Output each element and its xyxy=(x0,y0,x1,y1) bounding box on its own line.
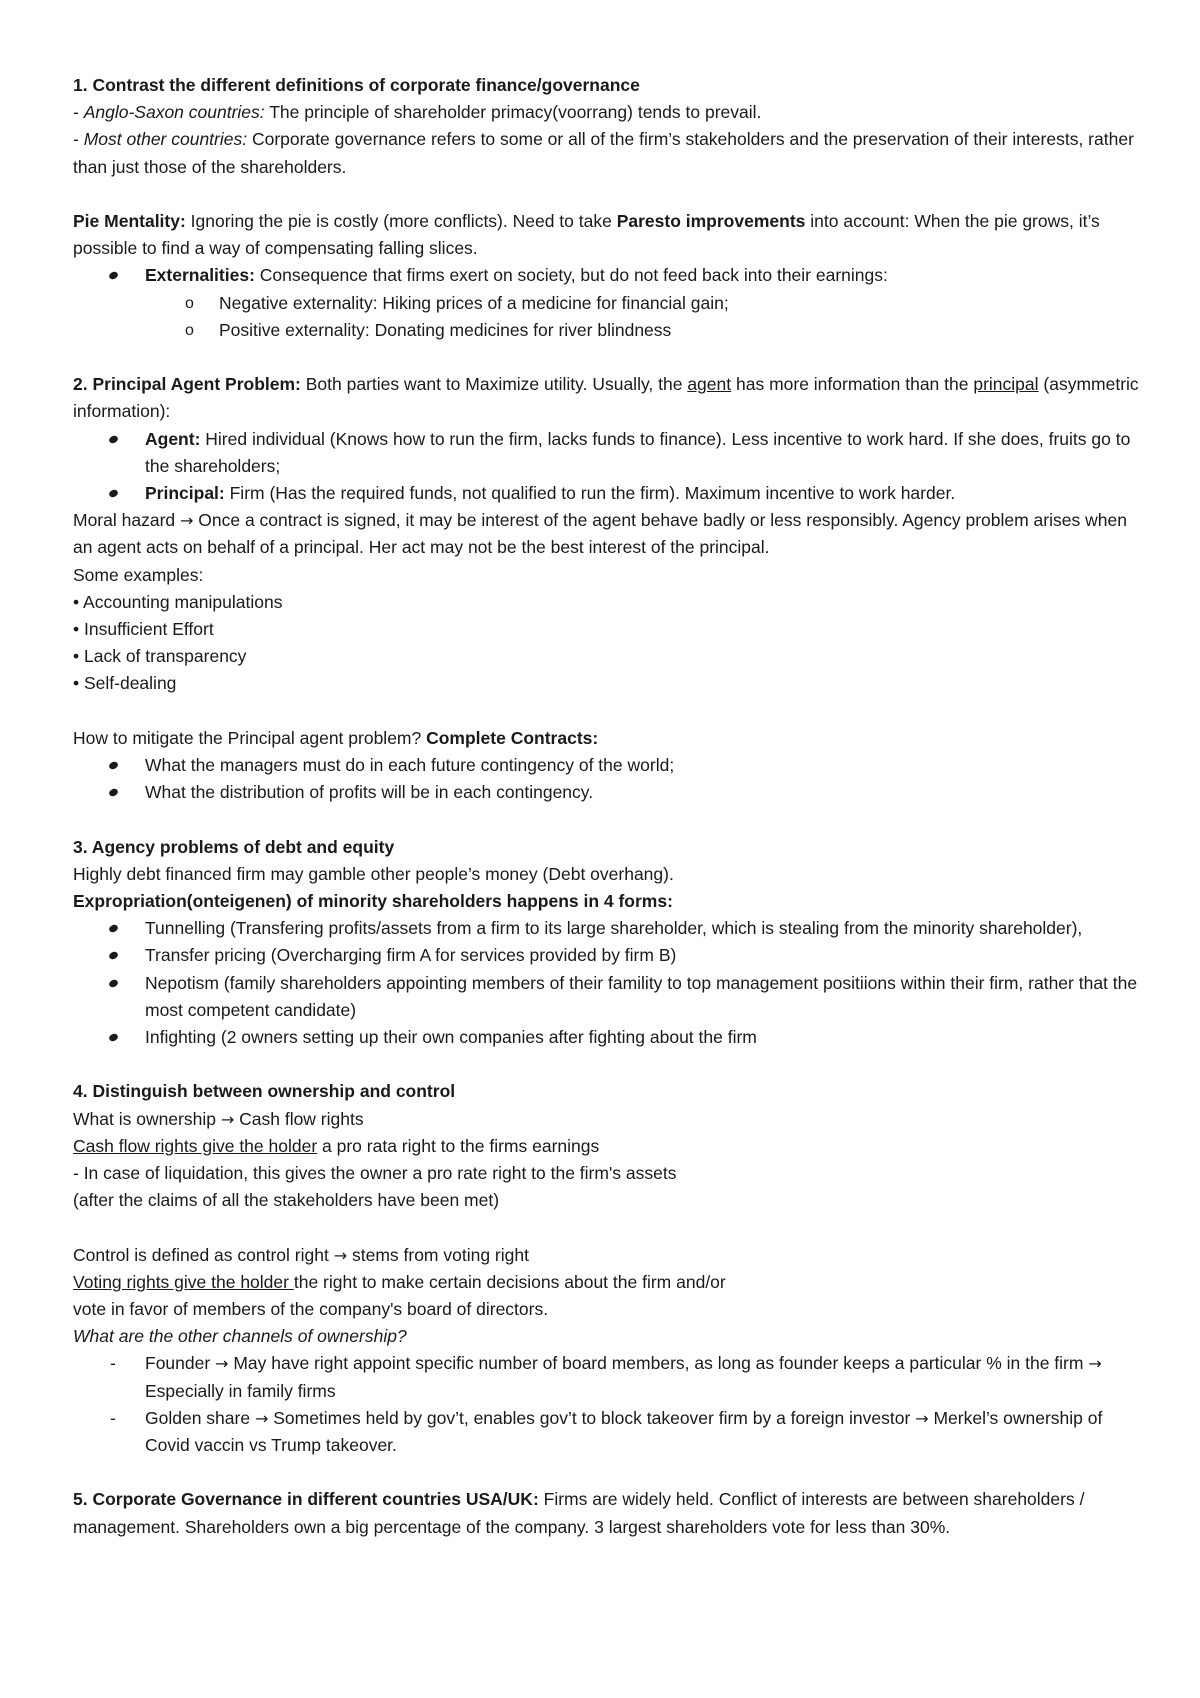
bullet-icon xyxy=(108,924,119,934)
list-item: Principal: Firm (Has the required funds, not qualified to run the firm). Maximum incentive to work harder. xyxy=(73,480,1140,507)
ownership-channels-list xyxy=(73,1350,1140,1459)
section-2-intro: 2. Principal Agent Problem: Both parties want to Maximize utility. Usually, the agent has more information than the principal (asymmetric information): xyxy=(73,374,1139,422)
bullet-icon xyxy=(108,1032,119,1042)
list-item: Infighting (2 owners setting up their own companies after fighting about the firm xyxy=(73,1024,1140,1051)
arrow-right-icon: → xyxy=(215,1354,229,1374)
bullet-icon xyxy=(108,951,119,961)
list-item: What the managers must do in each future contingency of the world; xyxy=(73,752,1140,779)
section-5-paragraph: 5. Corporate Governance in different countries USA/UK: Firms are widely held. Conflict of interests are between shareholders / management. Shareholders own a big percentage of the company. 3 largest shareholders vote for less than 30%. xyxy=(73,1489,1085,1537)
voting-rights-line: Voting rights give the holder the right to make certain decisions about the firm and/or xyxy=(73,1271,726,1292)
list-item: - Golden share → Sometimes held by gov’t, enables gov’t to block takeover firm by a foreign investor → Merkel’s ownership of Covid vaccin vs Trump takeover. xyxy=(110,1407,1103,1456)
arrow-right-icon: → xyxy=(1088,1354,1102,1374)
arrow-right-icon: → xyxy=(220,1109,235,1129)
liquidation-line: - In case of liquidation, this gives the owner a pro rate right to the firm's assets xyxy=(73,1163,677,1184)
list-item: • Accounting manipulations xyxy=(73,591,283,612)
list-item: • Insufficient Effort xyxy=(73,619,214,640)
expropriation-forms-list xyxy=(73,915,1140,1051)
ownership-line: What is ownership → Cash flow rights xyxy=(73,1108,364,1129)
list-item: Transfer pricing (Overcharging firm A for services provided by firm B) xyxy=(73,942,1140,969)
pie-mentality-paragraph: Pie Mentality: Ignoring the pie is costly (more conflicts). Need to take Paresto improvements into account: When the pie grows, it’s possible to find a way of compensating falling slices. xyxy=(73,211,1100,259)
agent-principal-list xyxy=(73,426,1140,508)
claims-line: (after the claims of all the stakeholders have been met) xyxy=(73,1190,500,1211)
bullet-icon xyxy=(108,488,119,498)
arrow-right-icon: → xyxy=(915,1408,929,1428)
list-item: o Negative externality: Hiking prices of a medicine for financial gain; xyxy=(185,292,729,313)
list-item: • Self-dealing xyxy=(73,673,177,694)
mitigate-question: How to mitigate the Principal agent problem? Complete Contracts: xyxy=(73,727,599,748)
arrow-right-icon: → xyxy=(254,1408,269,1428)
list-item: Tunnelling (Transfering profits/assets from a firm to its large shareholder, which is stealing from the minority shareholder), xyxy=(73,915,1140,942)
vote-line: vote in favor of members of the company's board of directors. xyxy=(73,1299,549,1320)
moral-hazard-paragraph: Moral hazard → Once a contract is signed, it may be interest of the agent behave badly or less responsibly. Agency problem arises when an agent acts on behalf of a principal. Her act may not be the best interest of the principal. xyxy=(73,510,1127,558)
examples-intro: Some examples: xyxy=(73,564,204,585)
cash-flow-line: Cash flow rights give the holder a pro rata right to the firms earnings xyxy=(73,1135,600,1156)
other-countries-line: - Most other countries: Corporate governance refers to some or all of the firm’s stakeholders and the preservation of their interests, rather than just those of the shareholders. xyxy=(73,129,1134,177)
expropriation-heading: Expropriation(onteigenen) of minority shareholders happens in 4 forms: xyxy=(73,891,673,912)
externality-examples xyxy=(73,290,1140,344)
arrow-right-icon: → xyxy=(333,1245,348,1265)
bullet-icon xyxy=(108,788,119,798)
section-1-title: 1. Contrast the different definitions of corporate finance/governance xyxy=(73,75,640,95)
externalities-list xyxy=(73,262,1140,289)
list-item: o Positive externality: Donating medicines for river blindness xyxy=(185,319,672,340)
bullet-icon xyxy=(108,271,119,281)
section-4-title: 4. Distinguish between ownership and control xyxy=(73,1081,456,1102)
channels-question: What are the other channels of ownership? xyxy=(73,1326,407,1347)
list-item: Agent: Hired individual (Knows how to run the firm, lacks funds to finance). Less incentive to work hard. If she does, fruits go to the shareholders; xyxy=(73,426,1140,480)
list-item: - Founder → May have right appoint specific number of board members, as long as founder keeps a particular % in the firm → Especially in family firms xyxy=(110,1353,1102,1401)
arrow-right-icon: → xyxy=(180,511,194,531)
bullet-icon xyxy=(108,434,119,444)
list-item: What the distribution of profits will be in each contingency. xyxy=(73,779,1140,806)
debt-overhang-line: Highly debt financed firm may gamble other people’s money (Debt overhang). xyxy=(73,863,674,884)
section-3-title: 3. Agency problems of debt and equity xyxy=(73,836,395,857)
control-line: Control is defined as control right → stems from voting right xyxy=(73,1244,529,1265)
list-item: Externalities: Consequence that firms exert on society, but do not feed back into their earnings: xyxy=(73,262,1140,289)
list-item: Nepotism (family shareholders appointing members of their famility to top management positiions within their firm, rather that the most competent candidate) xyxy=(73,970,1140,1024)
anglo-saxon-line: - Anglo-Saxon countries: The principle of shareholder primacy(voorrang) tends to prevail. xyxy=(73,102,762,123)
complete-contracts-list xyxy=(73,752,1140,806)
bullet-icon xyxy=(108,760,119,770)
list-item: • Lack of transparency xyxy=(73,646,247,667)
bullet-icon xyxy=(108,978,119,988)
